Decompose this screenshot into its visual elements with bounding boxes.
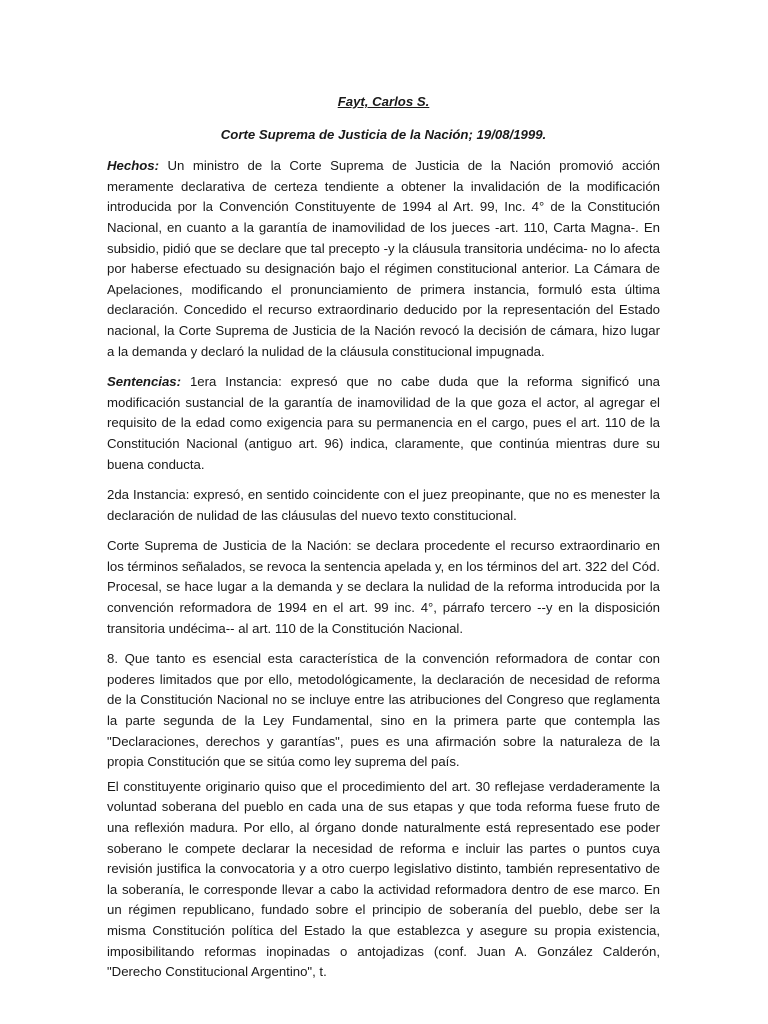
hechos-label: Hechos: [107, 158, 160, 174]
document-page [107, 92, 660, 983]
sentencias-label: Sentencias: [107, 374, 182, 390]
document-subtitle: Corte Suprema de Justicia de la Nación; 19/08/1999. [220, 126, 547, 142]
hechos-text: Un ministro de la Corte Suprema de Justicia de la Nación promovió acción meramente declarativa de certeza tendiente a obtener la invalidación de la modificación introducida por la Convención Constituyente de 1994 al Art. 99, Inc. 4° de la Constitución Nacional, en cuanto a la garantía de inamovilidad de los jueces -art. 110, Carta Magna-. En subsidio, pidió que se declare que tal precepto -y la cláusula transitoria undécima- no lo afecta por haberse efectuado su designación bajo el régimen constitucional anterior. La Cámara de Apelaciones, modificando el pronunciamiento de primera instancia, formuló esta última declaración. Concedido el recurso extraordinario deducido por la representación del Estado nacional, la Corte Suprema de Justicia de la Nación revocó la decisión de cámara, hizo lugar a la demanda y declaró la nulidad de la cláusula constitucional impugnada. [107, 158, 660, 359]
paragraph-sentencias [107, 372, 660, 475]
paragraph-punto-8: 8. Que tanto es esencial esta característica de la convención reformadora de contar con poderes limitados que por ello, metodológicamente, la declaración de necesidad de reforma de la Constitución Nacional no se incluye entre las atribuciones del Congreso que reglamenta la parte segunda de la Ley Fundamental, sino en la primera parte que contempla las "Declaraciones, derechos y garantías", pues es una afirmación sobre la naturaleza de la propia Constitución que se sitúa como ley suprema del país. [107, 651, 660, 770]
paragraph-segunda-instancia: 2da Instancia: expresó, en sentido coincidente con el juez preopinante, que no es menester la declaración de nulidad de las cláusulas del nuevo texto constitucional. [107, 487, 660, 523]
paragraph-corte-suprema: Corte Suprema de Justicia de la Nación: se declara procedente el recurso extraordinario en los términos señalados, se revoca la sentencia apelada y, en los términos del art. 322 del Cód. Procesal, se hace lugar a la demanda y se declara la nulidad de la reforma introducida por la convención reformadora de 1994 en el art. 99 inc. 4°, párrafo tercero --y en la disposición transitoria undécima-- al art. 110 de la Constitución Nacional. [107, 538, 660, 636]
sentencias-text: 1era Instancia: expresó que no cabe duda que la reforma significó una modificación sustancial de la garantía de inamovilidad de la que goza el actor, al agregar el requisito de la edad como exigencia para su permanencia en el cargo, pues el art. 110 de la Constitución Nacional (antiguo art. 96) indica, claramente, que continúa mientras dure su buena conducta. [107, 374, 660, 472]
paragraph-hechos [107, 156, 660, 362]
paragraph-constituyente: El constituyente originario quiso que el procedimiento del art. 30 reflejase verdaderamente la voluntad soberana del pueblo en cada una de sus etapas y que toda reforma fuese fruto de una reflexión madura. Por ello, al órgano donde naturalmente está representado ese poder soberano le compete declarar la necesidad de reforma e incluir las partes o puntos cuya revisión justifica la convocatoria y a otro cuerpo legislativo distinto, también representativo de la soberanía, le corresponde llevar a cabo la actividad reformadora dentro de ese marco. En un régimen republicano, fundado sobre el principio de soberanía del pueblo, debe ser la misma Constitución política del Estado la que establezca y asegure su propia existencia, imposibilitando reformas inopinadas o antojadizas (conf. Juan A. González Calderón, "Derecho Constitucional Argentino", t. [107, 778, 660, 980]
document-title: Fayt, Carlos S. [337, 94, 430, 109]
